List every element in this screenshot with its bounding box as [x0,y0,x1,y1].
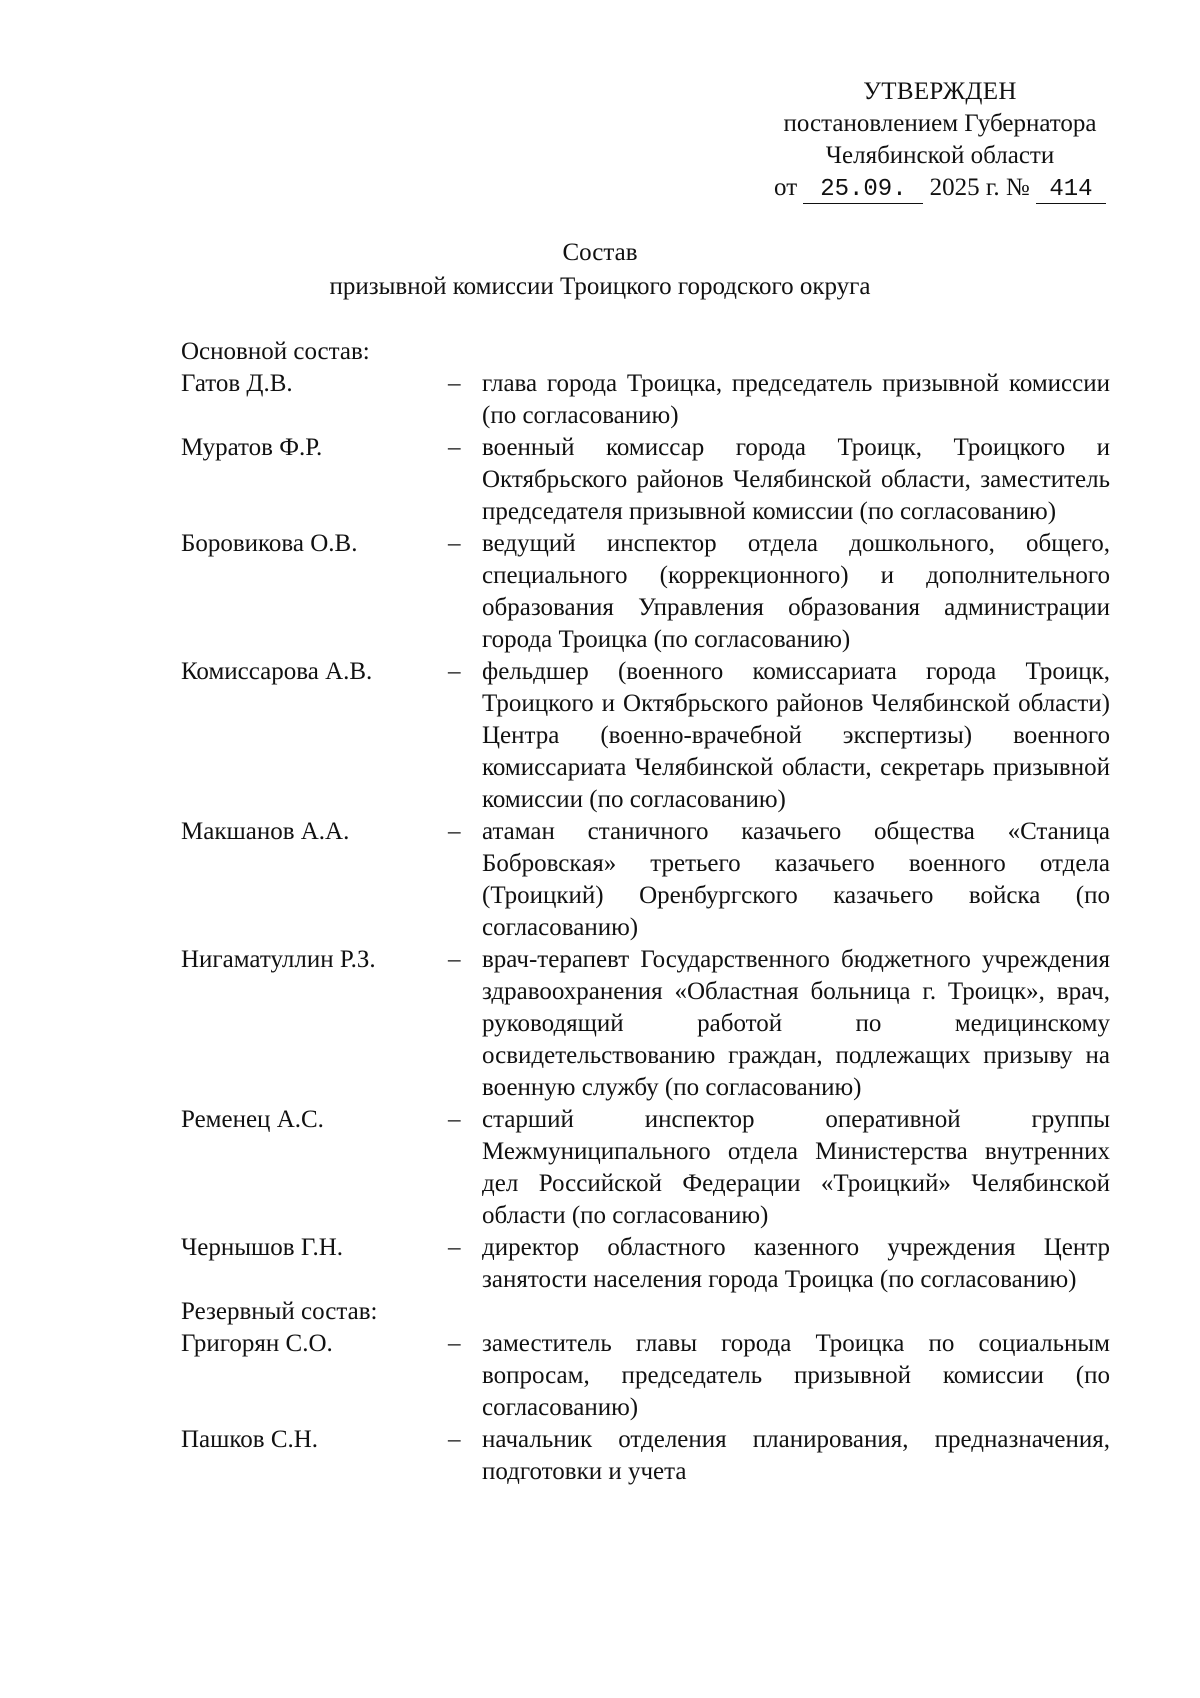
date-prefix: от [774,174,798,201]
member-entry [181,368,1131,432]
approval-date-line [740,172,1140,204]
member-entry [181,432,1131,528]
member-name: Пашков С.Н. [181,1426,319,1453]
commission-roster [181,336,1131,1488]
member-dash: – [448,1234,461,1261]
member-name: Макшанов А.А. [181,818,350,845]
heading-subtitle: призывной комиссии Троицкого городского округа [329,273,871,300]
approval-title: УТВЕРЖДЕН [863,78,1017,105]
member-dash: – [448,1330,461,1357]
document-heading [0,236,1200,304]
member-entry [181,1424,1131,1488]
member-name: Нигаматуллин Р.З. [181,946,376,973]
reserve-members-list [181,1328,1131,1488]
date-value: 25.09. [803,177,923,204]
member-dash: – [448,818,461,845]
member-dash: – [448,434,461,461]
member-dash: – [448,370,461,397]
member-entry [181,944,1131,1104]
member-name: Ременец А.С. [181,1106,324,1133]
member-description: начальник отделения планирования, предназначения, подготовки и учета [482,1426,1110,1485]
member-name: Гатов Д.В. [181,370,293,397]
reserve-section-label: Резервный состав: [181,1298,378,1325]
member-dash: – [448,1426,461,1453]
decree-number: 414 [1036,177,1106,204]
member-entry [181,1232,1131,1296]
member-description: ведущий инспектор отдела дошкольного, общего, специального (коррекционного) и дополнительного образования Управления образования администрации города Троицка (по согласованию) [482,530,1110,653]
member-name: Григорян С.О. [181,1330,333,1357]
member-description: военный комиссар города Троицк, Троицкого и Октябрьского районов Челябинской области, заместитель председателя призывной комиссии (по согласованию) [482,434,1110,525]
member-description: фельдшер (военного комиссариата города Троицк, Троицкого и Октябрьского районов Челябинской области) Центра (военно-врачебной экспертизы) военного комиссариата Челябинской области, секретарь призывной комиссии (по согласованию) [482,658,1110,813]
member-description: глава города Троицка, председатель призывной комиссии (по согласованию) [482,370,1110,429]
member-dash: – [448,946,461,973]
member-dash: – [448,530,461,557]
heading-title: Состав [562,239,638,266]
member-description: врач-терапевт Государственного бюджетного учреждения здравоохранения «Областная больница г. Троицк», врач, руководящий работой по медицинскому освидетельствованию граждан, подлежащих призыву на военную службу (по согласованию) [482,946,1110,1101]
member-name: Чернышов Г.Н. [181,1234,344,1261]
member-name: Комиссарова А.В. [181,658,373,685]
approval-line-1: постановлением Губернатора [783,110,1097,137]
member-entry [181,816,1131,944]
member-dash: – [448,658,461,685]
member-entry [181,656,1131,816]
main-section-label: Основной состав: [181,338,370,365]
year-number-label: 2025 г. № [929,174,1030,201]
member-entry [181,1328,1131,1424]
approval-line-2: Челябинской области [825,142,1055,169]
main-members-list [181,368,1131,1296]
member-description: старший инспектор оперативной группы Межмуниципального отдела Министерства внутренних дел Российской Федерации «Троицкий» Челябинской области (по согласованию) [482,1106,1110,1229]
member-description: заместитель главы города Троицка по социальным вопросам, председатель призывной комиссии (по согласованию) [482,1330,1110,1421]
member-entry [181,1104,1131,1232]
member-description: директор областного казенного учреждения Центр занятости населения города Троицка (по согласованию) [482,1234,1110,1293]
member-name: Боровикова О.В. [181,530,358,557]
approval-stamp [740,76,1140,204]
member-description: атаман станичного казачьего общества «Станица Бобровская» третьего казачьего военного отдела (Троицкий) Оренбургского казачьего войска (по согласованию) [482,818,1110,941]
member-name: Муратов Ф.Р. [181,434,323,461]
member-entry [181,528,1131,656]
member-dash: – [448,1106,461,1133]
